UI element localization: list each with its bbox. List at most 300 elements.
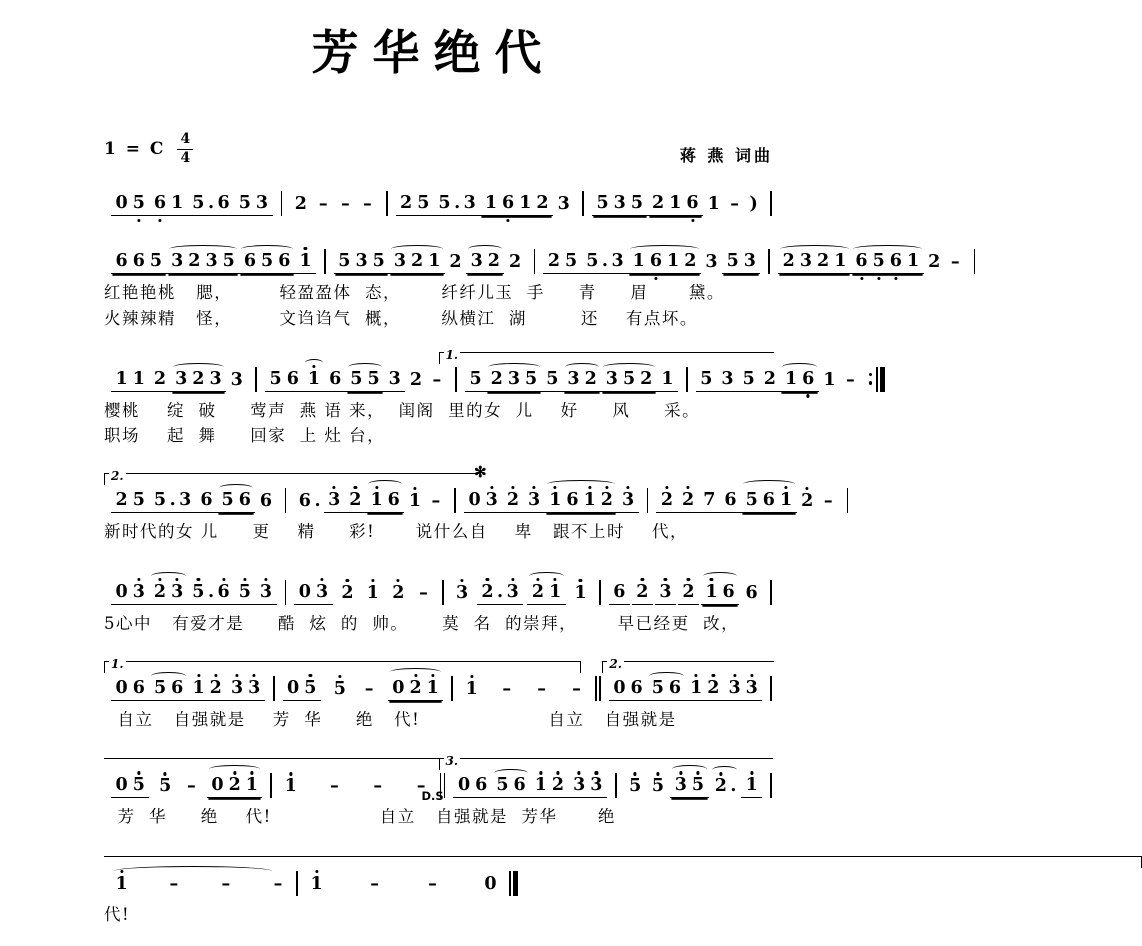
low-octave-dot bbox=[877, 277, 880, 280]
note: 2 bbox=[712, 777, 729, 796]
note: 1 bbox=[282, 777, 299, 796]
high-octave-dot bbox=[554, 486, 557, 489]
note-group bbox=[404, 492, 425, 513]
key-label: 1 = C bbox=[104, 139, 166, 160]
note: 2 bbox=[680, 583, 697, 602]
barline bbox=[255, 366, 257, 392]
note-group bbox=[543, 252, 581, 274]
note: 5 bbox=[192, 193, 205, 214]
dash-note: – bbox=[428, 874, 437, 895]
note-group bbox=[647, 777, 668, 798]
note-group bbox=[502, 491, 523, 513]
repeat-dots bbox=[869, 373, 872, 385]
note-group bbox=[570, 584, 591, 605]
note: 2 bbox=[409, 369, 422, 390]
note: 3 bbox=[567, 368, 580, 389]
dot-note: . bbox=[454, 193, 461, 214]
note: 1 bbox=[661, 368, 674, 389]
note-group bbox=[188, 194, 234, 216]
note-group bbox=[163, 875, 184, 896]
barline bbox=[595, 675, 601, 701]
note: 1 bbox=[463, 680, 480, 699]
high-octave-dot bbox=[333, 486, 336, 489]
music-system-7 bbox=[104, 754, 773, 830]
dash-note: – bbox=[370, 874, 380, 895]
bar-thin bbox=[876, 367, 878, 392]
bar-thick bbox=[880, 367, 885, 392]
note: 2 bbox=[763, 368, 776, 389]
note-group bbox=[111, 875, 132, 896]
note: 5 bbox=[350, 368, 363, 389]
note: 0 bbox=[392, 677, 405, 698]
lyrics-row: 红艳艳桃 腮， 轻盈盈体 态， 纤纤儿玉 手 青 眉 黛。 bbox=[104, 283, 725, 303]
bar-thin bbox=[770, 191, 772, 216]
note-group bbox=[324, 491, 345, 513]
note-group bbox=[396, 194, 434, 216]
note: 1 bbox=[364, 584, 381, 603]
note: 1 bbox=[784, 368, 798, 389]
barline bbox=[451, 675, 453, 701]
note: 5 bbox=[222, 251, 235, 272]
note: 2 bbox=[529, 583, 546, 602]
note-group bbox=[530, 776, 568, 798]
bar-thin bbox=[534, 249, 536, 274]
measure bbox=[457, 491, 646, 513]
note-group bbox=[656, 491, 677, 513]
note-group bbox=[155, 777, 176, 798]
note: 3 bbox=[313, 583, 330, 602]
time-signature-numerator: 4 bbox=[177, 132, 193, 149]
high-octave-dot bbox=[664, 578, 667, 581]
note: 1 bbox=[632, 251, 645, 272]
note: 3 bbox=[171, 251, 184, 272]
note-group bbox=[840, 371, 861, 392]
barline bbox=[534, 248, 536, 274]
note-group bbox=[405, 371, 426, 392]
note: 2 bbox=[407, 679, 424, 698]
low-octave-dot bbox=[654, 277, 657, 280]
note-group bbox=[445, 253, 466, 274]
note: 5 bbox=[649, 777, 666, 796]
note-group bbox=[111, 252, 167, 274]
note: 2 bbox=[411, 251, 424, 272]
note-group bbox=[325, 370, 346, 392]
high-octave-dot bbox=[634, 772, 637, 775]
note: 6 bbox=[387, 490, 400, 511]
note: 5 bbox=[651, 677, 664, 698]
measure bbox=[104, 679, 272, 701]
volta-bracket bbox=[104, 463, 487, 485]
time-signature-denominator: 4 bbox=[180, 149, 191, 166]
note: 2 bbox=[504, 491, 521, 510]
note-group bbox=[265, 370, 303, 392]
bar-thin bbox=[273, 676, 275, 701]
measure bbox=[104, 875, 295, 896]
high-octave-dot bbox=[176, 578, 179, 581]
barline bbox=[686, 366, 688, 392]
bar-thin bbox=[509, 871, 511, 896]
note-group bbox=[686, 679, 724, 701]
note: 1 bbox=[906, 251, 920, 272]
note: 1 bbox=[572, 584, 589, 603]
note: 1 bbox=[667, 251, 680, 272]
barline bbox=[285, 579, 287, 605]
note: 2 bbox=[634, 583, 651, 602]
note-group bbox=[367, 777, 388, 798]
key-signature bbox=[104, 132, 193, 166]
note-group bbox=[617, 491, 638, 513]
note-group bbox=[207, 776, 263, 798]
note: 1 bbox=[308, 875, 325, 894]
note-group bbox=[111, 370, 149, 392]
volta-bracket bbox=[104, 656, 581, 673]
volta-label: 1. bbox=[111, 656, 124, 671]
note: 3 bbox=[483, 491, 500, 510]
high-octave-dot bbox=[605, 486, 608, 489]
high-octave-dot bbox=[222, 578, 225, 581]
note: 1 bbox=[707, 194, 720, 215]
bar-thin bbox=[285, 580, 287, 605]
note: 5 bbox=[565, 251, 578, 272]
note: 2 bbox=[598, 491, 615, 510]
meta-row bbox=[104, 132, 773, 166]
measure bbox=[104, 776, 269, 798]
lyrics-row: 代! bbox=[104, 905, 131, 925]
dot-note: . bbox=[314, 491, 321, 512]
music-system-8 bbox=[104, 862, 773, 928]
volta-bracket bbox=[602, 656, 774, 673]
high-octave-dot bbox=[695, 674, 698, 677]
note: 5 bbox=[630, 193, 644, 214]
bar-thin bbox=[595, 676, 597, 701]
low-octave-dot bbox=[860, 277, 863, 280]
barline bbox=[770, 579, 772, 605]
note: 6 bbox=[132, 251, 145, 272]
note: 3 bbox=[557, 194, 570, 215]
lyrics-row: 新时代的女 儿 更 精 彩! 说什么自 卑 跟不上时 代， bbox=[104, 522, 688, 542]
note: 2 bbox=[490, 368, 503, 389]
high-octave-dot bbox=[533, 486, 536, 489]
bar-thin bbox=[599, 676, 601, 701]
music-system-4 bbox=[104, 463, 833, 545]
note: 5 bbox=[132, 490, 145, 511]
note-group bbox=[531, 680, 552, 701]
note-line bbox=[104, 182, 773, 216]
note-group bbox=[389, 252, 445, 274]
high-octave-dot bbox=[626, 486, 629, 489]
note: 6 bbox=[329, 368, 342, 389]
high-octave-dot bbox=[712, 674, 715, 677]
measure bbox=[104, 370, 254, 392]
note: 1 bbox=[115, 368, 128, 389]
note: 1 bbox=[547, 491, 564, 510]
note-group bbox=[426, 492, 447, 513]
note: 2 bbox=[153, 368, 167, 389]
note-group bbox=[255, 492, 276, 513]
note: 6 bbox=[800, 370, 817, 389]
lyrics-row: 芳 华 绝 代! 自立 自强就是 芳华 绝 bbox=[104, 807, 616, 827]
note: 1 bbox=[113, 875, 130, 894]
dash-note: – bbox=[364, 678, 374, 699]
note: 6 bbox=[115, 251, 128, 272]
volta-bracket bbox=[421, 754, 459, 804]
barline bbox=[847, 487, 849, 513]
high-octave-dot bbox=[710, 578, 713, 581]
note: 2 bbox=[652, 193, 665, 214]
bar-thin bbox=[686, 367, 688, 392]
low-octave-dot bbox=[158, 219, 161, 222]
note-group bbox=[569, 776, 607, 798]
note: 2 bbox=[536, 193, 549, 214]
note-group bbox=[149, 491, 195, 513]
note-group bbox=[724, 195, 745, 216]
music-system-6 bbox=[104, 656, 773, 733]
note: 2 bbox=[928, 252, 941, 273]
high-octave-dot bbox=[641, 578, 644, 581]
high-octave-dot bbox=[289, 772, 292, 775]
high-octave-dot bbox=[578, 771, 581, 774]
note: 5 bbox=[372, 251, 385, 272]
note: 6 bbox=[278, 251, 291, 272]
note-group bbox=[280, 777, 301, 798]
note: 6 bbox=[298, 491, 311, 512]
note: 2 bbox=[400, 193, 413, 214]
high-octave-dot bbox=[214, 674, 217, 677]
bar-thin bbox=[285, 488, 287, 513]
note: 3 bbox=[526, 491, 543, 510]
high-octave-dot bbox=[750, 771, 753, 774]
dash-note: – bbox=[329, 776, 339, 797]
note: 3 bbox=[470, 251, 483, 272]
note-group bbox=[362, 584, 383, 605]
barline bbox=[454, 487, 456, 513]
note-group bbox=[111, 194, 149, 216]
high-octave-dot bbox=[414, 674, 417, 677]
dot-note: . bbox=[207, 581, 215, 602]
note: 6 bbox=[853, 252, 870, 271]
note: 3 bbox=[721, 368, 734, 389]
note: 1 bbox=[547, 583, 564, 602]
note: 2 bbox=[658, 491, 675, 510]
note-group bbox=[524, 491, 545, 513]
note-group bbox=[722, 252, 760, 274]
high-octave-dot bbox=[371, 579, 374, 582]
high-octave-dot bbox=[137, 578, 140, 581]
music-system-1 bbox=[104, 182, 773, 216]
note: 3 bbox=[619, 491, 636, 510]
high-octave-dot bbox=[413, 487, 416, 490]
note-group bbox=[188, 583, 234, 605]
note: 7 bbox=[703, 490, 716, 511]
bar-thin bbox=[270, 773, 272, 798]
note-group bbox=[181, 777, 202, 798]
measure bbox=[287, 491, 453, 513]
dash-note: – bbox=[502, 678, 512, 699]
note-group bbox=[696, 370, 717, 392]
high-octave-dot bbox=[806, 487, 809, 490]
high-octave-dot bbox=[164, 772, 167, 775]
note: 0 bbox=[484, 874, 497, 895]
note: 2 bbox=[339, 584, 356, 603]
barline bbox=[285, 487, 287, 513]
note: 1 bbox=[823, 369, 836, 390]
low-octave-dot bbox=[507, 219, 510, 222]
note-group bbox=[924, 253, 945, 274]
high-octave-dot bbox=[750, 674, 753, 677]
high-octave-dot bbox=[197, 674, 200, 677]
note: 5 bbox=[622, 368, 636, 389]
high-octave-dot bbox=[490, 486, 493, 489]
barline bbox=[455, 366, 457, 392]
time-signature bbox=[177, 132, 193, 166]
note: 3 bbox=[230, 369, 243, 390]
note: 5 bbox=[261, 251, 274, 272]
note: 3 bbox=[205, 251, 218, 272]
note: 5 bbox=[742, 368, 755, 389]
note: 2 bbox=[188, 251, 201, 272]
note: 3 bbox=[209, 368, 222, 389]
note-group bbox=[268, 875, 289, 896]
note: 2 bbox=[782, 251, 795, 272]
note-group bbox=[701, 253, 722, 274]
note-group bbox=[466, 252, 504, 274]
note: 1 bbox=[484, 193, 498, 214]
note-group bbox=[741, 584, 762, 605]
bar-thin bbox=[974, 249, 976, 274]
lyrics-row: 樱桃 绽 破 莺声 燕 语 来， 闺阁 里的女 儿 好 风 采。 bbox=[104, 400, 701, 420]
volta-label: 1. bbox=[445, 347, 459, 362]
note: 1 bbox=[132, 368, 145, 389]
dash-note: – bbox=[318, 194, 328, 215]
note-group bbox=[625, 777, 646, 798]
note-group bbox=[111, 491, 149, 513]
note-group bbox=[477, 583, 523, 605]
bar-thin bbox=[599, 580, 601, 605]
bar-thin bbox=[770, 773, 772, 798]
note-group bbox=[480, 875, 501, 896]
note-group bbox=[655, 583, 676, 605]
barline bbox=[974, 248, 976, 274]
note: 3 bbox=[657, 583, 674, 602]
note-group bbox=[149, 679, 187, 701]
note-group bbox=[486, 370, 542, 392]
note: 1 bbox=[190, 679, 207, 698]
note-group bbox=[566, 680, 587, 701]
note: 6 bbox=[762, 490, 775, 511]
measure bbox=[389, 194, 582, 216]
note-group bbox=[294, 492, 323, 513]
measure bbox=[104, 194, 280, 216]
note-group bbox=[413, 584, 434, 605]
barline bbox=[615, 772, 617, 798]
note: 6 bbox=[259, 491, 273, 512]
note-group bbox=[632, 583, 653, 605]
high-octave-dot bbox=[233, 771, 236, 774]
note-group bbox=[553, 195, 574, 216]
composer-credit: 蒋 燕 词曲 bbox=[679, 146, 773, 166]
dash-note: – bbox=[273, 874, 283, 895]
note: 5 bbox=[331, 680, 348, 699]
note-group bbox=[111, 679, 149, 701]
dash-note: – bbox=[432, 369, 442, 390]
note-group bbox=[345, 491, 366, 513]
note-group bbox=[461, 680, 482, 701]
dash-note: – bbox=[416, 776, 426, 797]
high-octave-dot bbox=[539, 771, 542, 774]
note: 1 bbox=[305, 370, 322, 389]
note-group bbox=[171, 370, 227, 392]
note: 1 bbox=[777, 491, 794, 510]
note: 1 bbox=[743, 776, 760, 795]
high-octave-dot bbox=[243, 578, 246, 581]
dash-note: – bbox=[730, 194, 740, 215]
lyrics-row: 5心中 有爱才是 酷 炫 的 帅。 莫 名 的崇拜， 早已经更 改， bbox=[104, 613, 740, 633]
dash-note: – bbox=[846, 369, 855, 390]
note: 6 bbox=[215, 583, 232, 602]
dash-note: – bbox=[169, 874, 179, 895]
measure bbox=[283, 195, 385, 216]
bar-thin bbox=[454, 488, 456, 513]
high-octave-dot bbox=[536, 578, 539, 581]
note-group bbox=[701, 583, 739, 605]
note-line bbox=[104, 240, 960, 274]
note-group bbox=[945, 253, 966, 274]
note: ) bbox=[749, 194, 758, 215]
high-octave-dot bbox=[431, 674, 434, 677]
barline bbox=[647, 487, 649, 513]
note: 6 bbox=[745, 582, 758, 603]
high-octave-dot bbox=[733, 674, 736, 677]
note: 5 bbox=[596, 193, 609, 214]
note-group bbox=[239, 252, 295, 274]
note: 5 bbox=[153, 677, 167, 698]
note: 3 bbox=[588, 776, 605, 795]
measure bbox=[771, 252, 972, 274]
bar-thin bbox=[455, 367, 457, 392]
note-group bbox=[851, 252, 924, 274]
note: 2 bbox=[347, 491, 364, 510]
bar-thin bbox=[768, 249, 770, 274]
note: 6 bbox=[887, 252, 904, 271]
note-group bbox=[670, 776, 708, 798]
dot-note: . bbox=[730, 776, 737, 797]
note-group bbox=[359, 680, 380, 701]
high-octave-dot bbox=[470, 675, 473, 678]
high-octave-dot bbox=[511, 578, 514, 581]
high-octave-dot bbox=[696, 771, 699, 774]
measure bbox=[454, 680, 594, 701]
note: 3 bbox=[257, 583, 274, 602]
bar-thin bbox=[615, 773, 617, 798]
note-group bbox=[464, 491, 502, 513]
note: 5 bbox=[338, 251, 351, 272]
note: 2 bbox=[192, 368, 205, 389]
low-octave-dot bbox=[894, 277, 897, 280]
note-group bbox=[628, 252, 701, 274]
note: 2 bbox=[151, 583, 168, 602]
note: 3 bbox=[507, 368, 520, 389]
note: 6 bbox=[722, 581, 735, 602]
note: 3 bbox=[179, 490, 192, 511]
high-octave-dot bbox=[595, 771, 598, 774]
low-octave-dot bbox=[807, 394, 810, 397]
note: 5 bbox=[726, 251, 739, 272]
note: 5 bbox=[700, 368, 713, 389]
note-group bbox=[797, 492, 818, 513]
high-octave-dot bbox=[719, 772, 722, 775]
measure bbox=[445, 583, 599, 605]
volta-bracket bbox=[439, 347, 775, 364]
